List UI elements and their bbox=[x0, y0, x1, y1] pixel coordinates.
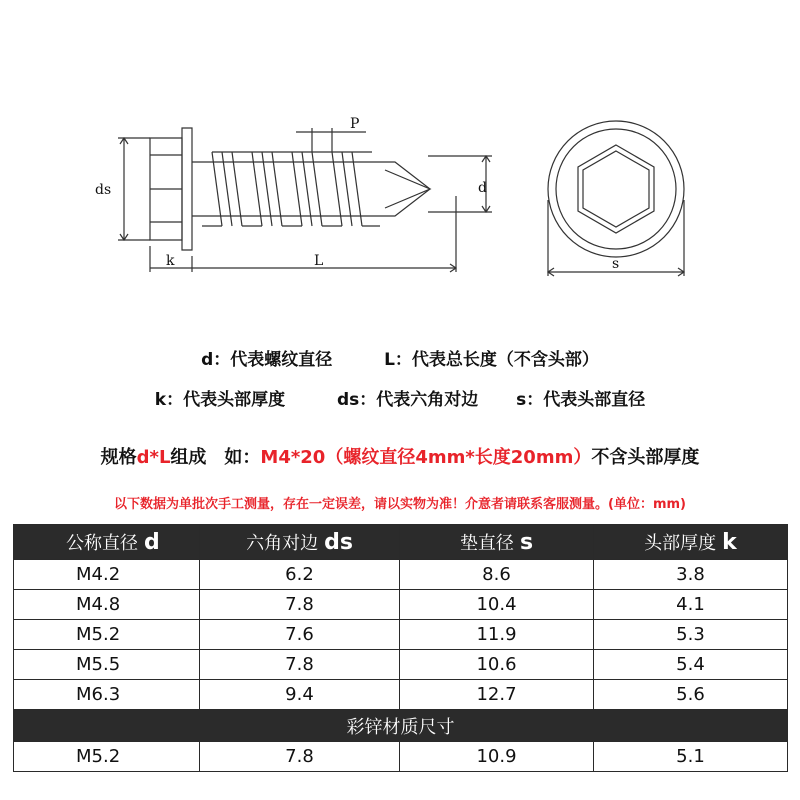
section-title: 彩锌材质尺寸 bbox=[14, 710, 788, 742]
legend-s: s：代表头部直径 bbox=[516, 390, 646, 410]
cell-d: M4.8 bbox=[14, 590, 200, 620]
cell-s: 8.6 bbox=[400, 560, 594, 590]
spec-suffix: 不含头部厚度 bbox=[591, 447, 700, 468]
label-ds: ds bbox=[95, 182, 112, 198]
spec-line bbox=[0, 443, 800, 469]
cell-k: 5.1 bbox=[594, 742, 788, 772]
head-circle bbox=[548, 121, 684, 257]
screw-head bbox=[150, 138, 182, 240]
spec-table bbox=[13, 524, 788, 772]
cell-ds: 7.8 bbox=[200, 590, 400, 620]
legend-ds: ds：代表六角对边 bbox=[336, 390, 479, 410]
legend-k: k：代表头部厚度 bbox=[154, 390, 286, 410]
label-s: s bbox=[612, 256, 620, 272]
cell-k: 5.3 bbox=[594, 620, 788, 650]
hex-outline bbox=[578, 145, 654, 233]
cell-s: 10.9 bbox=[400, 742, 594, 772]
label-d: d bbox=[478, 180, 487, 196]
cell-ds: 7.8 bbox=[200, 742, 400, 772]
spec-prefix: 规格 bbox=[100, 447, 137, 468]
label-k: k bbox=[166, 253, 175, 269]
thread-lines bbox=[202, 152, 380, 226]
legend-L: L：代表总长度（不含头部） bbox=[384, 350, 599, 370]
cell-s: 11.9 bbox=[400, 620, 594, 650]
cell-k: 5.4 bbox=[594, 650, 788, 680]
cell-s: 10.4 bbox=[400, 590, 594, 620]
spec-middle: 组成 如： bbox=[170, 447, 261, 468]
cell-ds: 6.2 bbox=[200, 560, 400, 590]
cell-ds: 7.8 bbox=[200, 650, 400, 680]
table-row bbox=[14, 620, 788, 650]
cell-d: M5.2 bbox=[14, 620, 200, 650]
screw-shank bbox=[192, 162, 430, 216]
dim-ds bbox=[118, 138, 150, 240]
cell-d: M5.5 bbox=[14, 650, 200, 680]
spec-formula: d*L bbox=[136, 447, 171, 468]
cell-s: 10.6 bbox=[400, 650, 594, 680]
legend-d: d：代表螺纹直径 bbox=[201, 350, 333, 370]
dim-L bbox=[192, 196, 456, 272]
cell-d: M5.2 bbox=[14, 742, 200, 772]
section-title-row bbox=[14, 710, 788, 742]
legend-line-2 bbox=[0, 385, 800, 410]
spec-example: M4*20（螺纹直径4mm*长度20mm） bbox=[260, 447, 592, 468]
screw-diagram bbox=[0, 0, 800, 310]
table-row bbox=[14, 650, 788, 680]
table-row bbox=[14, 560, 788, 590]
header-hex-width: 六角对边 ds bbox=[200, 525, 400, 560]
washer-circle bbox=[556, 129, 676, 249]
header-nominal-diameter: 公称直径 d bbox=[14, 525, 200, 560]
cell-s: 12.7 bbox=[400, 680, 594, 710]
table-row bbox=[14, 590, 788, 620]
cell-ds: 7.6 bbox=[200, 620, 400, 650]
cell-k: 4.1 bbox=[594, 590, 788, 620]
table-header-row bbox=[14, 525, 788, 560]
cell-k: 5.6 bbox=[594, 680, 788, 710]
cell-k: 3.8 bbox=[594, 560, 788, 590]
cell-d: M4.2 bbox=[14, 560, 200, 590]
hex-inner bbox=[583, 151, 649, 227]
legend-line-1 bbox=[0, 345, 800, 370]
table-row bbox=[14, 680, 788, 710]
measurement-note: 以下数据为单批次手工测量，存在一定误差，请以实物为准！介意者请联系客服测量。(单位：mm) bbox=[114, 497, 686, 512]
table-row bbox=[14, 742, 788, 772]
drill-point bbox=[385, 170, 430, 208]
washer-flange bbox=[182, 128, 192, 250]
cell-d: M6.3 bbox=[14, 680, 200, 710]
header-head-thickness: 头部厚度 k bbox=[594, 525, 788, 560]
label-P: P bbox=[350, 116, 360, 132]
header-washer-diameter: 垫直径 s bbox=[400, 525, 594, 560]
label-L: L bbox=[314, 253, 324, 269]
cell-ds: 9.4 bbox=[200, 680, 400, 710]
